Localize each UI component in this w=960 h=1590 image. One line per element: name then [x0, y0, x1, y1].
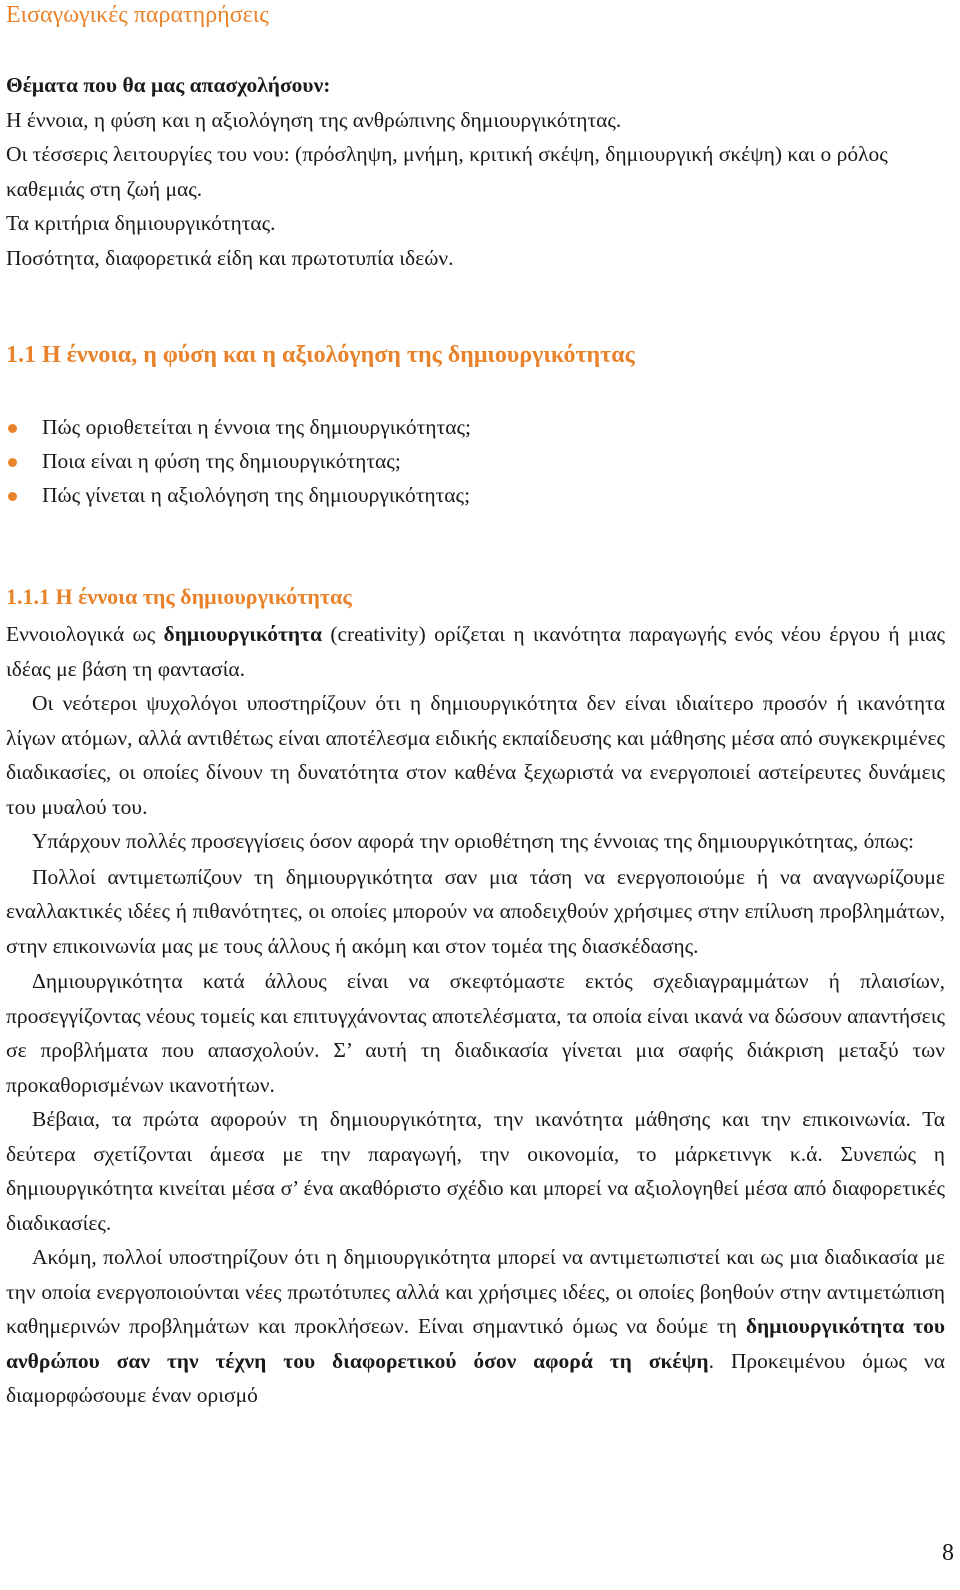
- topic-item: Ποσότητα, διαφορετικά είδη και πρωτοτυπία ιδεών.: [6, 245, 454, 270]
- paragraph: [6, 1240, 945, 1413]
- bullet-item: [6, 444, 946, 478]
- text-run: Ακόμη, πολλοί υποστηρίζουν ότι η δημιουργικότητα μπορεί να αντιμετωπιστεί και ως μια διαδικασία με την οποία ενεργοποιούνται νέες πρωτότυπες αλλά και χρήσιμες ιδέες, οι οποίες βοηθούν στην αντιμετώπιση καθημερινών προβλημάτων και προκλήσεων. Είναι σημαντικό όμως να δούμε τη: [6, 1245, 945, 1338]
- subsection-number: 1.1.1: [6, 584, 50, 609]
- body-text: [6, 617, 945, 1413]
- section-heading: [6, 342, 635, 369]
- page-number: 8: [942, 1540, 954, 1566]
- section-title: Η έννοια, η φύση και η αξιολόγηση της δημιουργικότητας: [42, 342, 635, 368]
- subsection-title: Η έννοια της δημιουργικότητας: [55, 584, 352, 609]
- paragraph: Βέβαια, τα πρώτα αφορούν τη δημιουργικότητα, την ικανότητα μάθησης και την επικοινωνία. Τα δεύτερα σχετίζονται άμεσα με την παραγωγή, την οικονομία, το μάρκετινγκ κ.ά. Συνεπώς η δημιουργικότητα κινείται μέσα σ’ ένα ακαθόριστο σχέδιο και μπορεί να αξιολογηθεί μέσα από διαφορετικές διαδικασίες.: [6, 1107, 945, 1235]
- bullet-text: Πώς οριοθετείται η έννοια της δημιουργικότητας;: [42, 415, 471, 439]
- topic-item: Η έννοια, η φύση και η αξιολόγηση της ανθρώπινης δημιουργικότητας.: [6, 107, 622, 132]
- topics-block: [6, 68, 951, 275]
- section-bullet-list: [6, 410, 946, 512]
- bullet-item: [6, 478, 946, 512]
- bullet-dot-icon: [8, 458, 17, 467]
- paragraph: Δημιουργικότητα κατά άλλους είναι να σκεφτόμαστε εκτός σχεδιαγραμμάτων ή πλαισίων, προσεγγίζοντας νέους τομείς και επιτυγχάνοντας αποτελέσματα, τα οποία είναι ικανά να δώσουν απαντήσεις σε προβλήματα που απασχολούν. Σ’ αυτή τη διαδικασία γίνεται μια σαφής διάκριση μεταξύ των προκαθορισμένων ικανοτήτων.: [6, 969, 945, 1097]
- bold-term: δημιουργικότητα: [163, 622, 323, 646]
- subsection-heading: [6, 584, 352, 610]
- paragraph: Οι νεότεροι ψυχολόγοι υποστηρίζουν ότι η δημιουργικότητα δεν είναι ιδιαίτερο προσόν ή ικανότητα λίγων ατόμων, αλλά αντιθέτως είναι αποτέλεσμα ειδικής εκπαίδευσης και μάθησης μέσα από συγκεκριμένες διαδικασίες, οι οποίες δίνουν τη δυνατότητα στον καθένα ξεχωριστά να ενεργοποιεί αστείρευτες δυνάμεις του μυαλού του.: [6, 691, 945, 819]
- chapter-title: Εισαγωγικές παρατηρήσεις: [6, 2, 269, 28]
- bold-phrase: δημιουργικότητα του ανθρώπου σαν την τέχνη του διαφορετικού όσον αφορά τη σκέψη: [6, 1314, 946, 1373]
- bullet-dot-icon: [8, 424, 17, 433]
- text-run: Εννοιολογικά ως: [6, 622, 164, 646]
- text-run: . Προκειμένου όμως να διαμορφώσουμε έναν ορισμό: [6, 1348, 945, 1407]
- paragraph: Πολλοί αντιμετωπίζουν τη δημιουργικότητα σαν μια τάση να ενεργοποιούμε ή να αναγνωρίζουμε εναλλακτικές ιδέες ή πιθανότητες, οι οποίες μπορούν να αποδειχθούν χρήσιμες στην επίλυση προβλημάτων, στην επικοινωνία μας με τους άλλους ή ακόμη και στον τομέα της διασκέδασης.: [6, 864, 945, 958]
- section-number: 1.1: [6, 342, 36, 368]
- topic-item: Τα κριτήρια δημιουργικότητας.: [6, 211, 276, 235]
- bullet-text: Πώς γίνεται η αξιολόγηση της δημιουργικότητας;: [42, 483, 471, 507]
- bullet-item: [6, 410, 946, 444]
- paragraph: Υπάρχουν πολλές προσεγγίσεις όσον αφορά την οριοθέτηση της έννοιας της δημιουργικότητας, όπως:: [32, 829, 914, 853]
- text-run: (creativity) ορίζεται η ικανότητα παραγωγής ενός νέου έργου ή μιας ιδέας με βάση τη φαντασία.: [6, 622, 945, 681]
- bullet-text: Ποια είναι η φύση της δημιουργικότητας;: [42, 449, 401, 473]
- topics-heading: Θέματα που θα μας απασχολήσουν:: [6, 73, 331, 97]
- topic-item: Οι τέσσερις λειτουργίες του νου: (πρόσληψη, μνήμη, κριτική σκέψη, δημιουργική σκέψη) και ο ρόλος καθεμιάς στη ζωή μας.: [6, 142, 888, 201]
- paragraph: [6, 617, 945, 686]
- bullet-dot-icon: [8, 492, 17, 501]
